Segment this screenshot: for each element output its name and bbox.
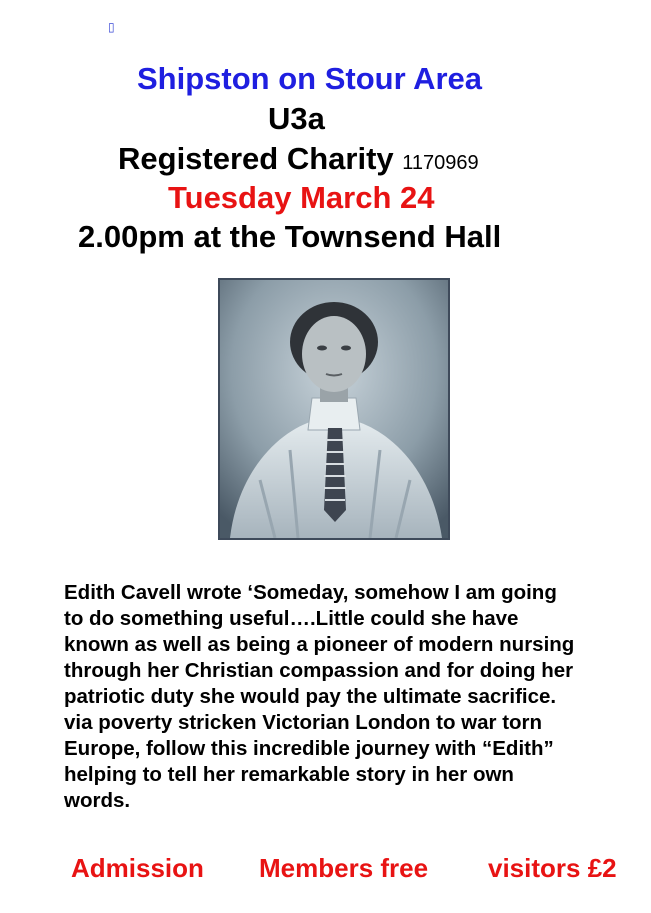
event-description (64, 580, 644, 814)
charity-line (118, 141, 479, 177)
u3a-subtitle: U3a (268, 101, 325, 136)
description-line: via poverty stricken Victorian London to war torn (64, 711, 543, 734)
visitors-price: visitors £2 (488, 853, 617, 883)
description-line: Europe, follow this incredible journey with “Edith” (64, 737, 554, 760)
charity-number: 1170969 (402, 152, 479, 174)
placeholder-glyph-icon: ▯ (108, 20, 115, 34)
description-line: to do something useful….Little could she have (64, 607, 519, 630)
description-line: through her Christian compassion and for doing her (64, 659, 574, 682)
description-line: known as well as being a pioneer of modern nursing (64, 633, 575, 656)
description-line: words. (64, 789, 131, 812)
description-line: patriotic duty she would pay the ultimate sacrifice. (64, 685, 557, 708)
portrait-photo (218, 278, 450, 540)
description-line: helping to tell her remarkable story in her own (64, 763, 514, 786)
description-line: Edith Cavell wrote ‘Someday, somehow I am going (64, 581, 557, 604)
event-date: Tuesday March 24 (168, 180, 435, 215)
admission-label: Admission (71, 853, 204, 883)
event-time-place: 2.00pm at the Townsend Hall (78, 219, 502, 254)
charity-label: Registered Charity (118, 141, 394, 176)
organisation-title: Shipston on Stour Area (137, 61, 483, 96)
members-price: Members free (259, 853, 429, 883)
